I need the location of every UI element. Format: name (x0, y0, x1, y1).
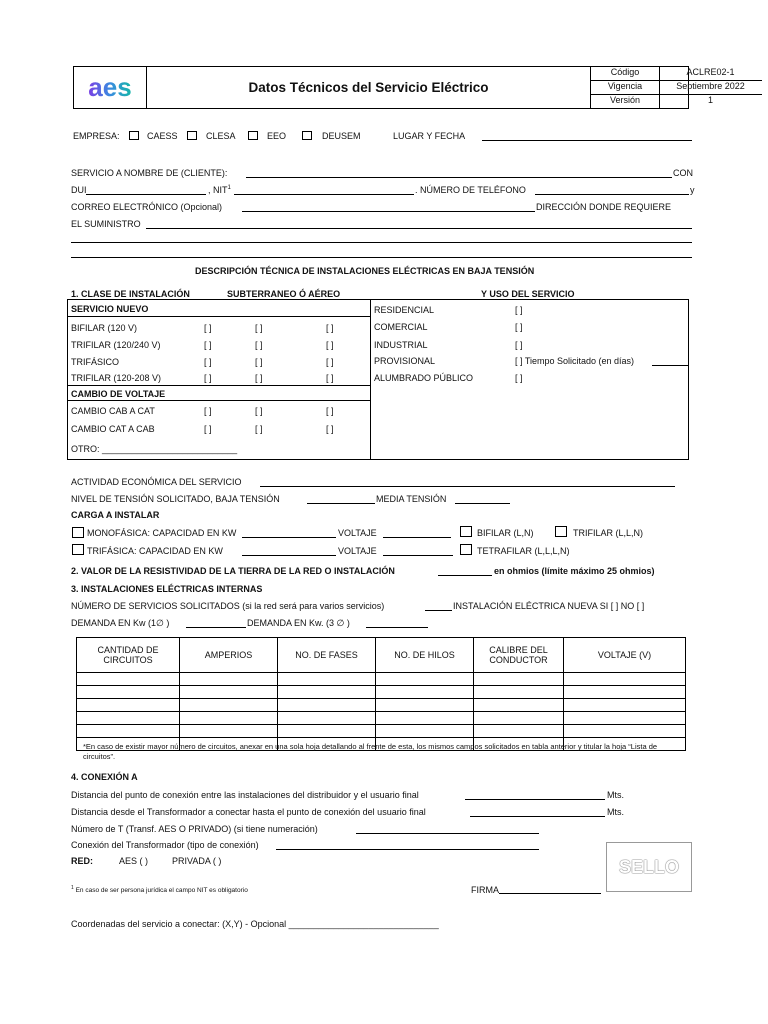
table-cell[interactable] (376, 699, 474, 712)
media-tension-field[interactable] (455, 503, 510, 504)
circuitos-table (76, 637, 686, 751)
table-cell[interactable] (77, 673, 180, 686)
table-header-row (77, 638, 686, 673)
lugar-fecha-field[interactable] (482, 140, 692, 141)
meta-label-vigencia: Vigencia (591, 81, 660, 95)
red-aes-option[interactable]: AES ( ) (119, 856, 149, 866)
cambio-row-1: CAMBIO CAT A CAB (71, 424, 155, 434)
table-cell[interactable] (278, 725, 376, 738)
table-row (77, 725, 686, 738)
form-title: Datos Técnicos del Servicio Eléctrico (147, 67, 591, 108)
check-cambio-0-c[interactable]: [ ] (326, 406, 334, 416)
table-row (77, 699, 686, 712)
check-uso-1[interactable]: [ ] (515, 322, 523, 332)
tiempo-field[interactable] (652, 365, 688, 366)
y-label: y (690, 185, 695, 195)
checkbox-deusem[interactable] (302, 131, 312, 140)
empresa-caess: CAESS (147, 131, 178, 141)
uso-row-0: RESIDENCIAL (374, 305, 435, 315)
nuevo-row-1: TRIFILAR (120/240 V) (71, 340, 161, 350)
table-cell[interactable] (376, 725, 474, 738)
table-cell[interactable] (77, 712, 180, 725)
svg-text:aes: aes (88, 72, 132, 102)
empresa-deusem: DEUSEM (322, 131, 361, 141)
table-cell[interactable] (564, 686, 686, 699)
dui-field[interactable] (86, 194, 206, 195)
meta-label-version: Versión (591, 95, 660, 108)
direccion-label: DIRECCIÓN DONDE REQUIERE (536, 202, 672, 212)
table-cell[interactable] (180, 725, 278, 738)
table-cell[interactable] (278, 699, 376, 712)
demanda1-field[interactable] (186, 627, 246, 628)
instalacion-nueva-label[interactable]: INSTALACIÓN ELÉCTRICA NUEVA SI [ ] NO [ ] (453, 601, 645, 611)
meta-value-version: 1 (707, 95, 713, 105)
table-cell[interactable] (180, 686, 278, 699)
col-calibre: CALIBRE DEL CONDUCTOR (474, 638, 564, 673)
cliente-nombre-field[interactable] (246, 177, 672, 178)
firma-field[interactable] (499, 893, 601, 894)
table-cell[interactable] (77, 725, 180, 738)
table-cell[interactable] (180, 712, 278, 725)
table-cell[interactable] (474, 673, 564, 686)
check-nuevo-0-c[interactable]: [ ] (326, 323, 334, 333)
telefono-label: . NÚMERO DE TELÉFONO (415, 185, 526, 195)
firma-label: FIRMA (471, 885, 499, 895)
nivel-label: NIVEL DE TENSIÓN SOLICITADO, BAJA TENSIÓN (71, 494, 280, 504)
direccion-field-2[interactable] (71, 242, 692, 243)
sello-stamp-area[interactable]: SELLO (606, 842, 692, 892)
aes-logo (74, 67, 147, 108)
checkbox-caess[interactable] (129, 131, 139, 140)
conexion-label: Conexión del Transformador (tipo de conexión) (71, 840, 259, 850)
red-label: RED: (71, 856, 93, 866)
table-cell[interactable] (564, 699, 686, 712)
mono-kw-field[interactable] (242, 537, 336, 538)
uso-label: Y USO DEL SERVICIO (481, 289, 575, 299)
check-nuevo-1-a[interactable]: [ ] (204, 340, 212, 350)
num-servicios-label: NÚMERO DE SERVICIOS SOLICITADOS (si la red será para varios servicios) (71, 601, 385, 611)
distancia1-label: Distancia del punto de conexión entre las instalaciones del distribuidor y el usuario final (71, 790, 419, 800)
uso-row-1: COMERCIAL (374, 322, 428, 332)
divider (67, 400, 371, 401)
correo-label: CORREO ELECTRÓNICO (Opcional) (71, 202, 223, 212)
check-nuevo-2-a[interactable]: [ ] (204, 357, 212, 367)
trifasica-label: TRIFÁSICA: CAPACIDAD EN KW (87, 546, 223, 556)
otro-field[interactable]: OTRO: ___________________________ (71, 444, 238, 454)
table-row (77, 712, 686, 725)
telefono-field[interactable] (535, 194, 689, 195)
col-cantidad: CANTIDAD DE CIRCUITOS (77, 638, 180, 673)
servicio-nombre-label: SERVICIO A NOMBRE DE (CLIENTE): (71, 168, 228, 178)
check-nuevo-1-b[interactable]: [ ] (255, 340, 263, 350)
section2-unit: en ohmios (límite máximo 25 ohmios) (494, 566, 655, 576)
check-nuevo-3-c[interactable]: [ ] (326, 373, 334, 383)
trifilar-label: TRIFILAR (L,L,N) (573, 528, 644, 538)
subterraneo-label: SUBTERRANEO Ó AÉREO (227, 289, 341, 299)
tri-voltaje-field[interactable] (383, 555, 453, 556)
check-nuevo-1-c[interactable]: [ ] (326, 340, 334, 350)
coordenadas-label[interactable]: Coordenadas del servicio a conectar: (X,Y) - Opcional ______________________________ (71, 919, 439, 929)
footnote: $^1$ En caso de ser persona jurídica el campo NIT es obligatorio (71, 885, 248, 895)
check-cambio-1-a[interactable]: [ ] (204, 424, 212, 434)
table-cell[interactable] (474, 686, 564, 699)
divider (67, 385, 371, 386)
check-uso-0[interactable]: [ ] (515, 305, 523, 315)
distancia2-field[interactable] (470, 816, 605, 817)
nit-label: , NIT$^1$ (208, 185, 231, 195)
section1-heading: 1. CLASE DE INSTALACIÓN (71, 289, 190, 299)
checkbox-trifilar[interactable] (555, 526, 567, 537)
col-hilos: NO. DE HILOS (376, 638, 474, 673)
distancia2-unit: Mts. (607, 807, 624, 817)
table-cell[interactable] (474, 712, 564, 725)
table-cell[interactable] (278, 712, 376, 725)
tri-kw-field[interactable] (242, 555, 336, 556)
check-cambio-1-b[interactable]: [ ] (255, 424, 263, 434)
col-fases: NO. DE FASES (278, 638, 376, 673)
table-cell[interactable] (376, 686, 474, 699)
numero-t-label: Número de T (Transf. AES O PRIVADO) (si tiene numeración) (71, 824, 318, 834)
num-servicios-field[interactable] (425, 610, 452, 611)
empresa-eeo: EEO (267, 131, 287, 141)
mono-voltaje-label: VOLTAJE (338, 528, 377, 538)
table-cell[interactable] (376, 712, 474, 725)
nuevo-row-3: TRIFILAR (120-208 V) (71, 373, 162, 383)
table-cell[interactable] (474, 699, 564, 712)
empresa-label: EMPRESA: (73, 131, 120, 141)
meta-value-codigo: ACLRE02-1 (659, 67, 762, 81)
numero-t-field[interactable] (356, 833, 539, 834)
con-label: CON (673, 168, 693, 178)
carga-heading: CARGA A INSTALAR (71, 510, 160, 520)
uso-row-2: INDUSTRIAL (374, 340, 428, 350)
checkbox-tetrafilar[interactable] (460, 544, 472, 555)
direccion-field-1[interactable] (146, 228, 692, 229)
nuevo-row-0: BIFILAR (120 V) (71, 323, 138, 333)
form-header (73, 66, 745, 109)
check-nuevo-3-b[interactable]: [ ] (255, 373, 263, 383)
media-tension-label: MEDIA TENSIÓN (376, 494, 447, 504)
check-uso-4[interactable]: [ ] (515, 373, 523, 383)
table-cell[interactable] (77, 699, 180, 712)
section4-heading: 4. CONEXIÓN A (71, 772, 138, 782)
meta-value-vigencia: Septiembre 2022 (659, 81, 762, 95)
table-cell[interactable] (180, 673, 278, 686)
table-cell[interactable] (564, 673, 686, 686)
tetrafilar-label: TETRAFILAR (L,L,L,N) (477, 546, 570, 556)
table-cell[interactable] (278, 673, 376, 686)
distancia1-unit: Mts. (607, 790, 624, 800)
cambio-voltaje-label: CAMBIO DE VOLTAJE (71, 389, 166, 399)
table-cell[interactable] (77, 686, 180, 699)
check-nuevo-2-b[interactable]: [ ] (255, 357, 263, 367)
checkbox-bifilar[interactable] (460, 526, 472, 537)
table-row (77, 686, 686, 699)
section3-heading: 3. INSTALACIONES ELÉCTRICAS INTERNAS (71, 584, 263, 594)
dui-label: DUI (71, 185, 87, 195)
uso-row-4: ALUMBRADO PÚBLICO (374, 373, 474, 383)
divider (67, 316, 371, 317)
check-uso-3-tiempo[interactable]: [ ] Tiempo Solicitado (en días) (515, 356, 635, 366)
uso-row-3: PROVISIONAL (374, 356, 436, 366)
section2-label: 2. VALOR DE LA RESISTIVIDAD DE LA TIERRA DE LA RED O INSTALACIÓN (71, 566, 395, 576)
suministro-label: EL SUMINISTRO (71, 219, 141, 229)
monofasica-label: MONOFÁSICA: CAPACIDAD EN KW (87, 528, 237, 538)
actividad-label: ACTIVIDAD ECONÓMICA DEL SERVICIO (71, 477, 242, 487)
lugar-fecha-label: LUGAR Y FECHA (393, 131, 466, 141)
table-cell[interactable] (564, 725, 686, 738)
checkbox-trifasica[interactable] (72, 544, 84, 555)
checkbox-monofasica[interactable] (72, 527, 84, 538)
actividad-field[interactable] (260, 486, 675, 487)
checkbox-eeo[interactable] (248, 131, 258, 140)
demanda3-label: DEMANDA EN Kw. (3 ∅ ) (247, 618, 350, 628)
conexion-field[interactable] (276, 849, 539, 850)
tri-voltaje-label: VOLTAJE (338, 546, 377, 556)
servicio-nuevo-label: SERVICIO NUEVO (71, 304, 149, 314)
check-cambio-0-a[interactable]: [ ] (204, 406, 212, 416)
circuitos-note: *En caso de existir mayor número de circuitos, anexar en una sola hoja detallando al frente de esta, los mismos campos solicitados en tabla anterior y titular la hoja “Lista de circuitos”. (83, 742, 658, 761)
demanda3-field[interactable] (366, 627, 428, 628)
check-nuevo-0-b[interactable]: [ ] (255, 323, 263, 333)
table-cell[interactable] (474, 725, 564, 738)
table-cell[interactable] (376, 673, 474, 686)
check-nuevo-0-a[interactable]: [ ] (204, 323, 212, 333)
bifilar-label: BIFILAR (L,N) (477, 528, 534, 538)
meta-label-codigo: Código (591, 67, 660, 81)
empresa-clesa: CLESA (206, 131, 236, 141)
distancia1-field[interactable] (465, 799, 605, 800)
correo-field[interactable] (242, 211, 535, 212)
table-row (77, 673, 686, 686)
check-uso-2[interactable]: [ ] (515, 340, 523, 350)
red-privada-option[interactable]: PRIVADA ( ) (172, 856, 222, 866)
col-amperios: AMPERIOS (180, 638, 278, 673)
descripcion-title: DESCRIPCIÓN TÉCNICA DE INSTALACIONES ELÉCTRICAS EN BAJA TENSIÓN (195, 266, 535, 276)
demanda1-label: DEMANDA EN Kw (1∅ ) (71, 618, 170, 628)
resistividad-field[interactable] (438, 575, 492, 576)
baja-tension-field[interactable] (307, 503, 375, 504)
checkbox-clesa[interactable] (187, 131, 197, 140)
check-nuevo-2-c[interactable]: [ ] (326, 357, 334, 367)
mono-voltaje-field[interactable] (383, 537, 451, 538)
check-cambio-0-b[interactable]: [ ] (255, 406, 263, 416)
check-nuevo-3-a[interactable]: [ ] (204, 373, 212, 383)
table-cell[interactable] (564, 712, 686, 725)
nit-field[interactable] (234, 194, 414, 195)
check-cambio-1-c[interactable]: [ ] (326, 424, 334, 434)
distancia2-label: Distancia desde el Transformador a conectar hasta el punto de conexión del usuario final (71, 807, 426, 817)
direccion-field-3[interactable] (71, 257, 692, 258)
table-cell[interactable] (180, 699, 278, 712)
col-voltaje: VOLTAJE (V) (564, 638, 686, 673)
table-cell[interactable] (278, 686, 376, 699)
cambio-row-0: CAMBIO CAB A CAT (71, 406, 155, 416)
nuevo-row-2: TRIFÁSICO (71, 357, 120, 367)
